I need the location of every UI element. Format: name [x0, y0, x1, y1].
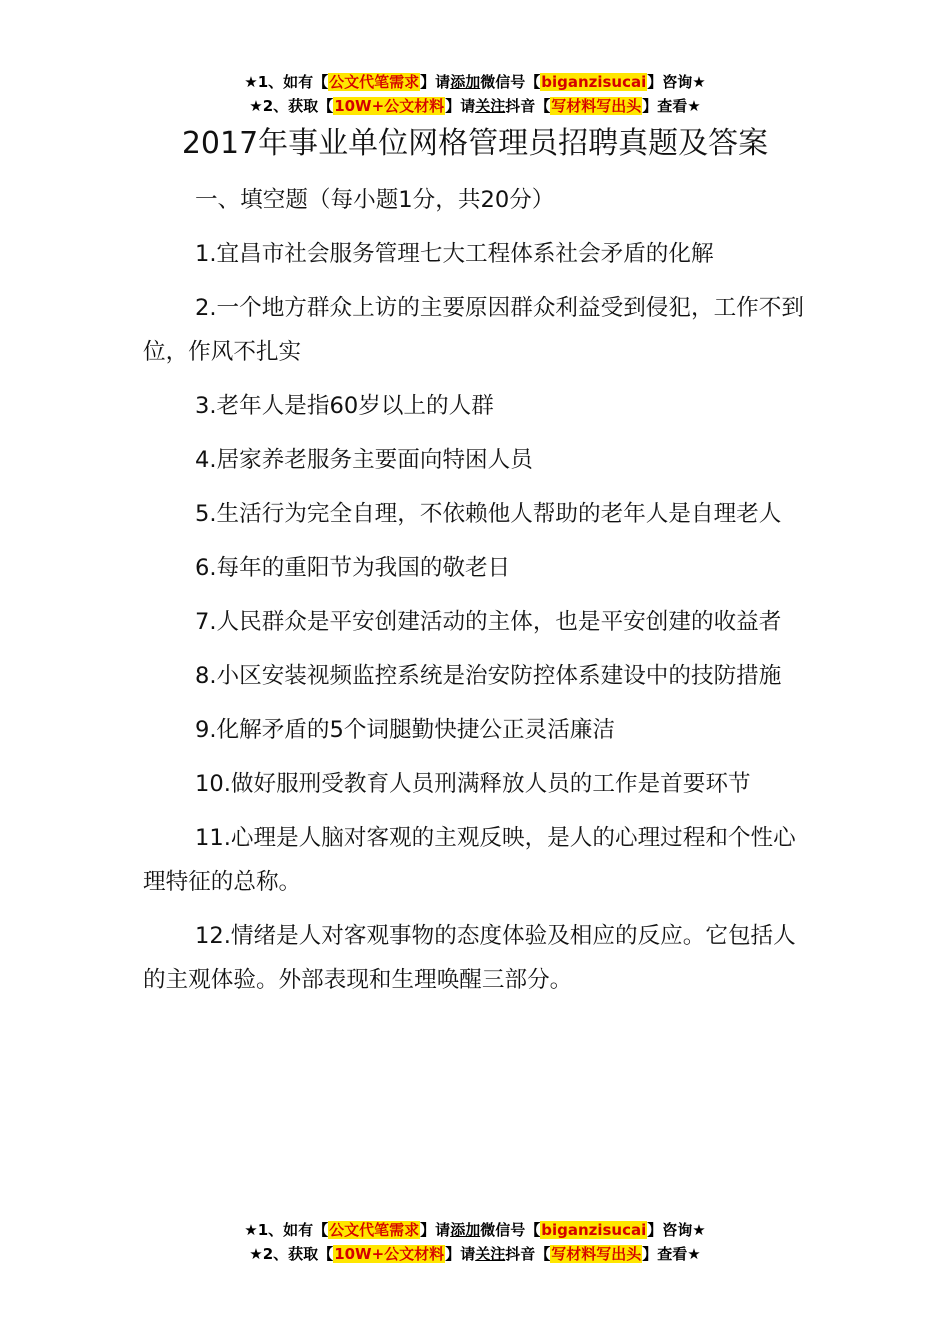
banner-line-1: ★1、如有【公文代笔需求】请添加微信号【biganzisucai】咨询★	[244, 1221, 706, 1239]
question-item-4: 4.居家养老服务主要面向特困人员	[194, 447, 533, 473]
question-item-7: 7.人民群众是平安创建活动的主体，也是平安创建的收益者	[194, 609, 782, 635]
question-item-12: 12.情绪是人对客观事物的态度体验及相应的反应。它包括人的主观体验。外部表现和生理唤醒三部分。	[143, 923, 796, 993]
footer-banner	[0, 1218, 950, 1266]
question-item-2: 2.一个地方群众上访的主要原因群众利益受到侵犯，工作不到位，作风不扎实	[143, 295, 804, 365]
header-banner	[0, 70, 950, 118]
question-item-9: 9.化解矛盾的5个词腿勤快捷公正灵活廉洁	[194, 717, 615, 743]
highlight-service: 公文代笔需求	[329, 1221, 420, 1239]
highlight-wechat-id: biganzisucai	[541, 73, 647, 91]
banner-line-1: ★1、如有【公文代笔需求】请添加微信号【biganzisucai】咨询★	[244, 73, 706, 91]
question-item-5: 5.生活行为完全自理，不依赖他人帮助的老年人是自理老人	[194, 501, 782, 527]
document-body	[143, 178, 807, 1012]
question-item-6: 6.每年的重阳节为我国的敬老日	[194, 555, 511, 581]
question-item-10: 10.做好服刑受教育人员刑满释放人员的工作是首要环节	[194, 771, 751, 797]
banner-line-2: ★2、获取【10W+公文材料】请关注抖音【写材料写出头】查看★	[249, 1245, 701, 1263]
banner-line-2: ★2、获取【10W+公文材料】请关注抖音【写材料写出头】查看★	[249, 97, 701, 115]
section-heading: 一、填空题（每小题1分，共20分）	[194, 187, 555, 213]
highlight-douyin-account: 写材料写出头	[551, 1245, 642, 1263]
question-item-3: 3.老年人是指60岁以上的人群	[194, 393, 494, 419]
highlight-wechat-id: biganzisucai	[541, 1221, 647, 1239]
highlight-materials: 10W+公文材料	[334, 1245, 445, 1263]
highlight-douyin-account: 写材料写出头	[551, 97, 642, 115]
highlight-materials: 10W+公文材料	[334, 97, 445, 115]
question-item-8: 8.小区安装视频监控系统是治安防控体系建设中的技防措施	[194, 663, 782, 689]
question-item-1: 1.宜昌市社会服务管理七大工程体系社会矛盾的化解	[194, 241, 714, 267]
question-item-11: 11.心理是人脑对客观的主观反映，是人的心理过程和个性心理特征的总称。	[143, 825, 796, 895]
highlight-service: 公文代笔需求	[329, 73, 420, 91]
document-title: 2017年事业单位网格管理员招聘真题及答案	[181, 126, 769, 161]
